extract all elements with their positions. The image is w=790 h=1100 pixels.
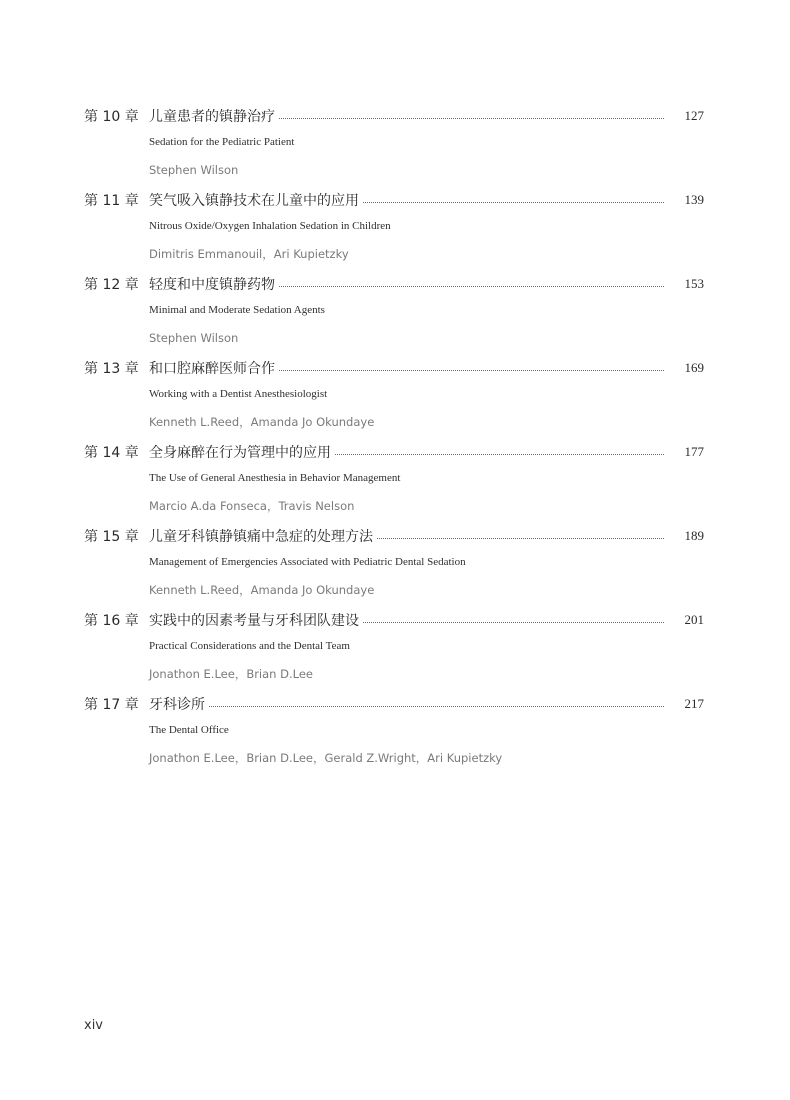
toc-entry-heading xyxy=(84,104,704,128)
chapter-page-number: 127 xyxy=(684,108,704,123)
folio-page-number: xiv xyxy=(84,1018,103,1033)
chapter-page-number: 169 xyxy=(684,360,704,375)
dot-leader xyxy=(363,621,664,623)
chapter-page-number: 201 xyxy=(684,612,704,627)
chapter-number: 第 10 章 xyxy=(84,109,139,125)
chapter-number: 第 11 章 xyxy=(84,193,139,209)
dot-leader xyxy=(279,285,664,287)
chapter-authors: Marcio A.da Fonseca，Travis Nelson xyxy=(149,499,355,513)
chapter-page-number: 189 xyxy=(684,528,704,543)
toc-entry-heading xyxy=(84,608,704,632)
dot-leader xyxy=(279,117,664,119)
chapter-page-number: 177 xyxy=(684,444,704,459)
chapter-authors: Stephen Wilson xyxy=(149,331,239,345)
dot-leader xyxy=(335,453,664,455)
toc-entry-heading xyxy=(84,188,704,212)
chapter-title-en: Management of Emergencies Associated with Pediatric Dental Sedation xyxy=(149,556,466,568)
dot-leader xyxy=(209,705,664,707)
chapter-authors: Stephen Wilson xyxy=(149,163,239,177)
toc-entry-heading xyxy=(84,356,704,380)
chapter-number: 第 17 章 xyxy=(84,697,139,713)
chapter-number: 第 15 章 xyxy=(84,529,139,545)
chapter-title-en: The Dental Office xyxy=(149,724,229,736)
chapter-title-en: Practical Considerations and the Dental Team xyxy=(149,640,350,652)
dot-leader xyxy=(363,201,664,203)
chapter-title-cn: 全身麻醉在行为管理中的应用 xyxy=(149,445,331,461)
chapter-authors: Kenneth L.Reed，Amanda Jo Okundaye xyxy=(149,583,375,597)
toc-entry[interactable] xyxy=(84,608,704,692)
chapter-title-cn: 实践中的因素考量与牙科团队建设 xyxy=(149,613,359,629)
toc-entry[interactable] xyxy=(84,440,704,524)
toc-entry[interactable] xyxy=(84,188,704,272)
chapter-page-number: 139 xyxy=(684,192,704,207)
chapter-title-cn: 儿童牙科镇静镇痛中急症的处理方法 xyxy=(149,529,373,545)
dot-leader xyxy=(377,537,664,539)
dot-leader xyxy=(279,369,664,371)
chapter-number: 第 12 章 xyxy=(84,277,139,293)
chapter-title-en: Nitrous Oxide/Oxygen Inhalation Sedation in Children xyxy=(149,220,391,232)
toc-entry[interactable] xyxy=(84,692,704,776)
chapter-page-number: 153 xyxy=(684,276,704,291)
toc-entry[interactable] xyxy=(84,272,704,356)
chapter-title-en: Sedation for the Pediatric Patient xyxy=(149,136,295,148)
chapter-authors: Kenneth L.Reed，Amanda Jo Okundaye xyxy=(149,415,375,429)
chapter-title-en: Working with a Dentist Anesthesiologist xyxy=(149,388,328,400)
chapter-title-cn: 笑气吸入镇静技术在儿童中的应用 xyxy=(149,193,359,209)
chapter-authors: Dimitris Emmanouil，Ari Kupietzky xyxy=(149,247,349,261)
toc-entry-heading xyxy=(84,692,704,716)
chapter-number: 第 14 章 xyxy=(84,445,139,461)
chapter-title-cn: 儿童患者的镇静治疗 xyxy=(149,109,275,125)
table-of-contents xyxy=(84,104,704,776)
chapter-authors: Jonathon E.Lee，Brian D.Lee，Gerald Z.Wright，Ari Kupietzky xyxy=(149,751,503,765)
chapter-authors: Jonathon E.Lee，Brian D.Lee xyxy=(149,667,313,681)
chapter-title-cn: 牙科诊所 xyxy=(149,697,205,713)
toc-entry-heading xyxy=(84,524,704,548)
chapter-title-cn: 轻度和中度镇静药物 xyxy=(149,277,275,293)
toc-entry-heading xyxy=(84,440,704,464)
toc-entry[interactable] xyxy=(84,104,704,188)
chapter-number: 第 16 章 xyxy=(84,613,139,629)
toc-entry[interactable] xyxy=(84,356,704,440)
chapter-title-en: Minimal and Moderate Sedation Agents xyxy=(149,304,325,316)
toc-entry-heading xyxy=(84,272,704,296)
chapter-title-cn: 和口腔麻醉医师合作 xyxy=(149,361,275,377)
chapter-number: 第 13 章 xyxy=(84,361,139,377)
chapter-page-number: 217 xyxy=(684,696,704,711)
toc-entry[interactable] xyxy=(84,524,704,608)
chapter-title-en: The Use of General Anesthesia in Behavior Management xyxy=(149,472,401,484)
